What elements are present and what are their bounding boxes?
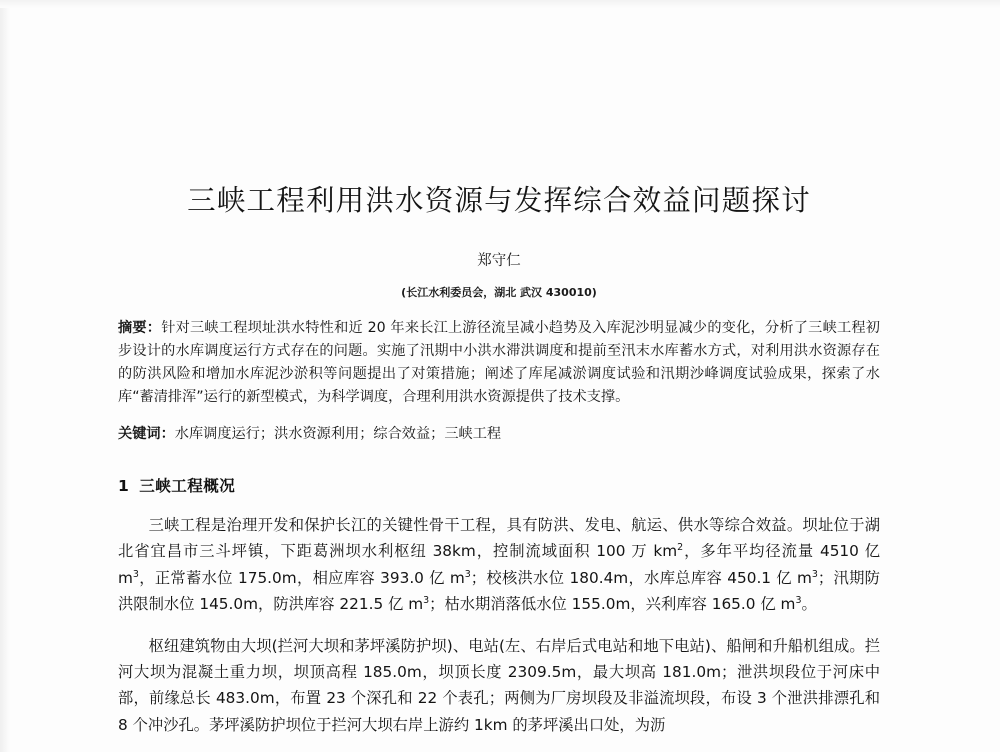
body-paragraph-1: 三峡工程是治理开发和保护长江的关键性骨干工程，具有防洪、发电、航运、供水等综合效益。坝址位于湖北省宜昌市三斗坪镇，下距葛洲坝水利枢纽 38km，控制流域面积 100 万 $km^2$，多年平均径流量 4510 亿 $m^3$，正常蓄水位 175.0m，相应库容 393.0 亿 $m^3$；校核洪水位 180.4m，水库总库容 450.1 亿 $m^3$；汛期防洪限制水位 145.0m，防洪库容 221.5 亿 $m^3$；枯水期消落低水位 155.0m，兴利库容 165.0 亿 $m^3$。 — [118, 516, 880, 614]
page-content — [118, 0, 880, 753]
body-paragraph-2: 枢纽建筑物由大坝(拦河大坝和茅坪溪防护坝)、电站(左、右岸后式电站和地下电站)、船闸和升船机组成。拦河大坝为混凝土重力坝，坝顶高程 185.0m，坝顶长度 2309.5m，最大坝高 181.0m；泄洪坝段位于河床中部，前缘总长 483.0m，布置 23 个深孔和 22 个表孔；两侧为厂房坝段及非溢流坝段，布设 3 个泄洪排漂孔和 8 个冲沙孔。茅坪溪防护坝位于拦河大坝右岸上游约 1km 的茅坪溪出口处，为沥 — [118, 636, 880, 734]
author-affiliation: (长江水利委员会，湖北 武汉 430010) — [401, 286, 597, 299]
keywords-label: 关键词： — [118, 426, 175, 443]
scan-edge-left — [0, 0, 10, 752]
section-heading-1 — [118, 474, 880, 496]
keywords-paragraph — [118, 423, 880, 446]
section-number-1: 1 — [118, 477, 130, 496]
abstract-text: 针对三峡工程坝址洪水特性和近 20 年来长江上游径流呈减小趋势及入库泥沙明显减少的变化，分析了三峡工程初步设计的水库调度运行方式存在的问题。实施了汛期中小洪水滞洪调度和提前至汛末水库蓄水方式，对利用洪水资源存在的防洪风险和增加水库泥沙淤积等问题提出了对策措施；阐述了库尾减淤调度试验和汛期沙峰调度试验成果，探索了水库“蓄清排浑”运行的新型模式，为科学调度，合理利用洪水资源提供了技术支撑。 — [118, 320, 880, 405]
abstract-label: 摘要： — [118, 320, 162, 336]
section-title-1: 三峡工程概况 — [139, 477, 236, 496]
page-title: 三峡工程利用洪水资源与发挥综合效益问题探讨 — [187, 184, 811, 217]
keywords-text: 水库调度运行；洪水资源利用；综合效益；三峡工程 — [174, 426, 502, 443]
abstract-paragraph — [118, 317, 880, 409]
author-name: 郑守仁 — [477, 253, 521, 269]
